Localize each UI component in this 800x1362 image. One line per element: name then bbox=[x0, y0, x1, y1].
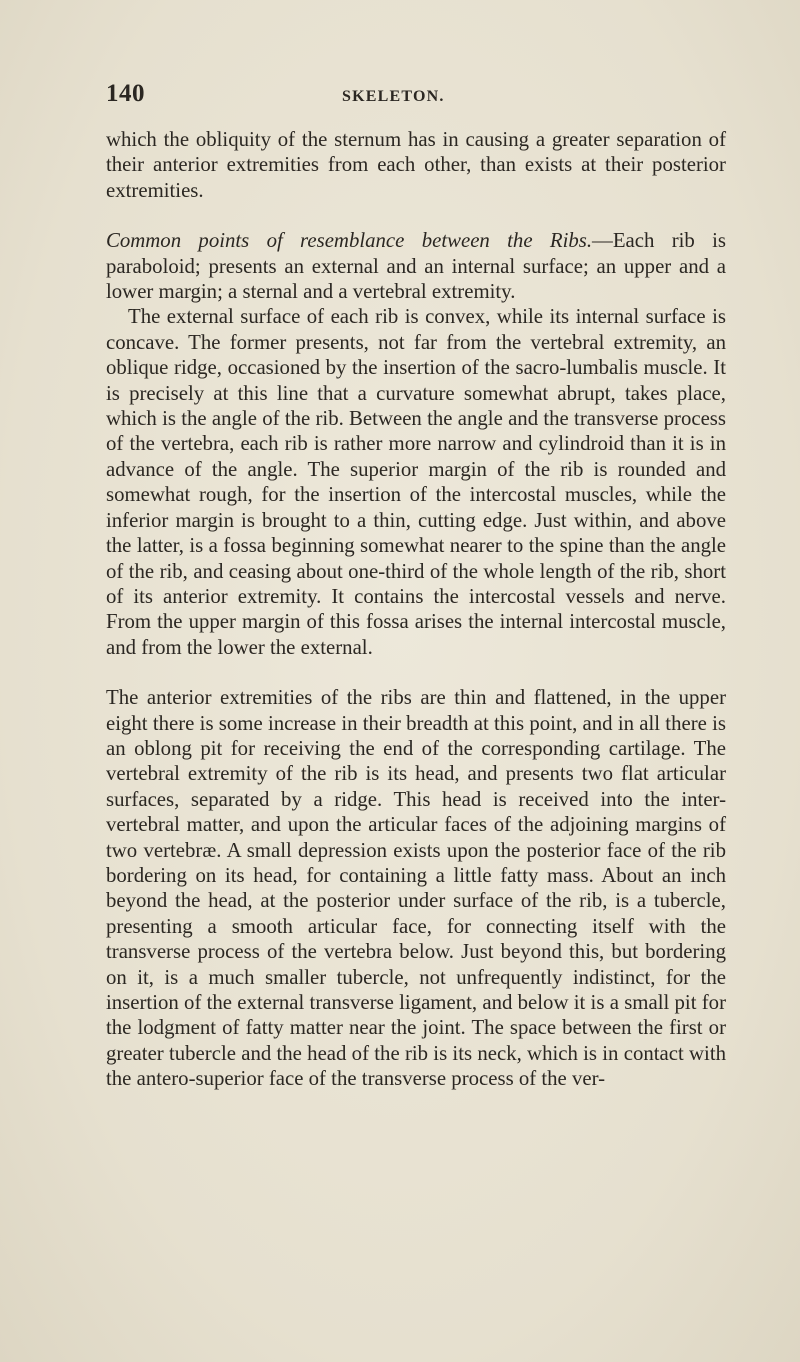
section-intro-text: —Each rib is paraboloid; presents an external and an internal surface; an upper and a lower margin; a sternal and a vertebral extremity. bbox=[106, 229, 727, 304]
paragraph-anterior-extremities: The anterior extremities of the ribs are thin and flattened, in the upper eight there is some increase in their breadth at this point, and in all there is an oblong pit for receiving the end of the corresponding cartilage. The vertebral extremity of the rib is its head, and presents two flat articular surfaces, separated by a ridge. This head is received into the inter-vertebral matter, and upon the articular faces of the adjoining margins of two vertebræ. A small depression exists upon the posterior face of the rib bordering on its head, for containing a little fatty mass. About an inch beyond the head, at the posterior under surface of the rib, is a tubercle, presenting a smooth articular face, for connecting itself with the transverse process of the vertebra below. Just beyond this, but bordering on it, is a much smaller tubercle, not unfrequently indistinct, for the insertion of the external transverse ligament, and below it is a small pit for the lodgment of fatty matter near the joint. The space between the first or greater tubercle and the head of the rib is its neck, which is in contact with the antero-superior face of the transverse process of the ver- bbox=[106, 686, 726, 1091]
section-lead-heading: Common points of resemblance between the Ribs. bbox=[106, 229, 593, 253]
running-head: SKELETON. bbox=[342, 88, 445, 105]
page-header bbox=[106, 80, 726, 114]
body-text bbox=[106, 127, 726, 1092]
paragraph-external-surface: The external surface of each rib is convex, while its internal surface is concave. The former presents, not far from the vertebral extremity, an oblique ridge, occasioned by the insertion of the sacro-lumbalis muscle. It is precisely at this line that a curvature somewhat abrupt, takes place, which is the angle of the rib. Between the angle and the transverse process of the vertebra, each rib is rather more narrow and cylindroid than it is in advance of the angle. The superior margin of the rib is rounded and somewhat rough, for the insertion of the intercostal muscles, while the inferior margin is brought to a thin, cutting edge. Just within, and above the latter, is a fossa beginning somewhat nearer to the spine than the angle of the rib, and ceasing about one-third of the whole length of the rib, short of its anterior extremity. It contains the intercostal vessels and nerve. From the upper margin of this fossa arises the internal intercostal muscle, and from the lower the external. bbox=[106, 305, 726, 659]
paragraph-section-intro bbox=[106, 228, 726, 304]
page-number: 140 bbox=[106, 80, 145, 107]
paragraph-continuation: which the obliquity of the sternum has in causing a greater separation of their anterior extremities from each other, than exists at their posterior extremities. bbox=[106, 128, 726, 202]
